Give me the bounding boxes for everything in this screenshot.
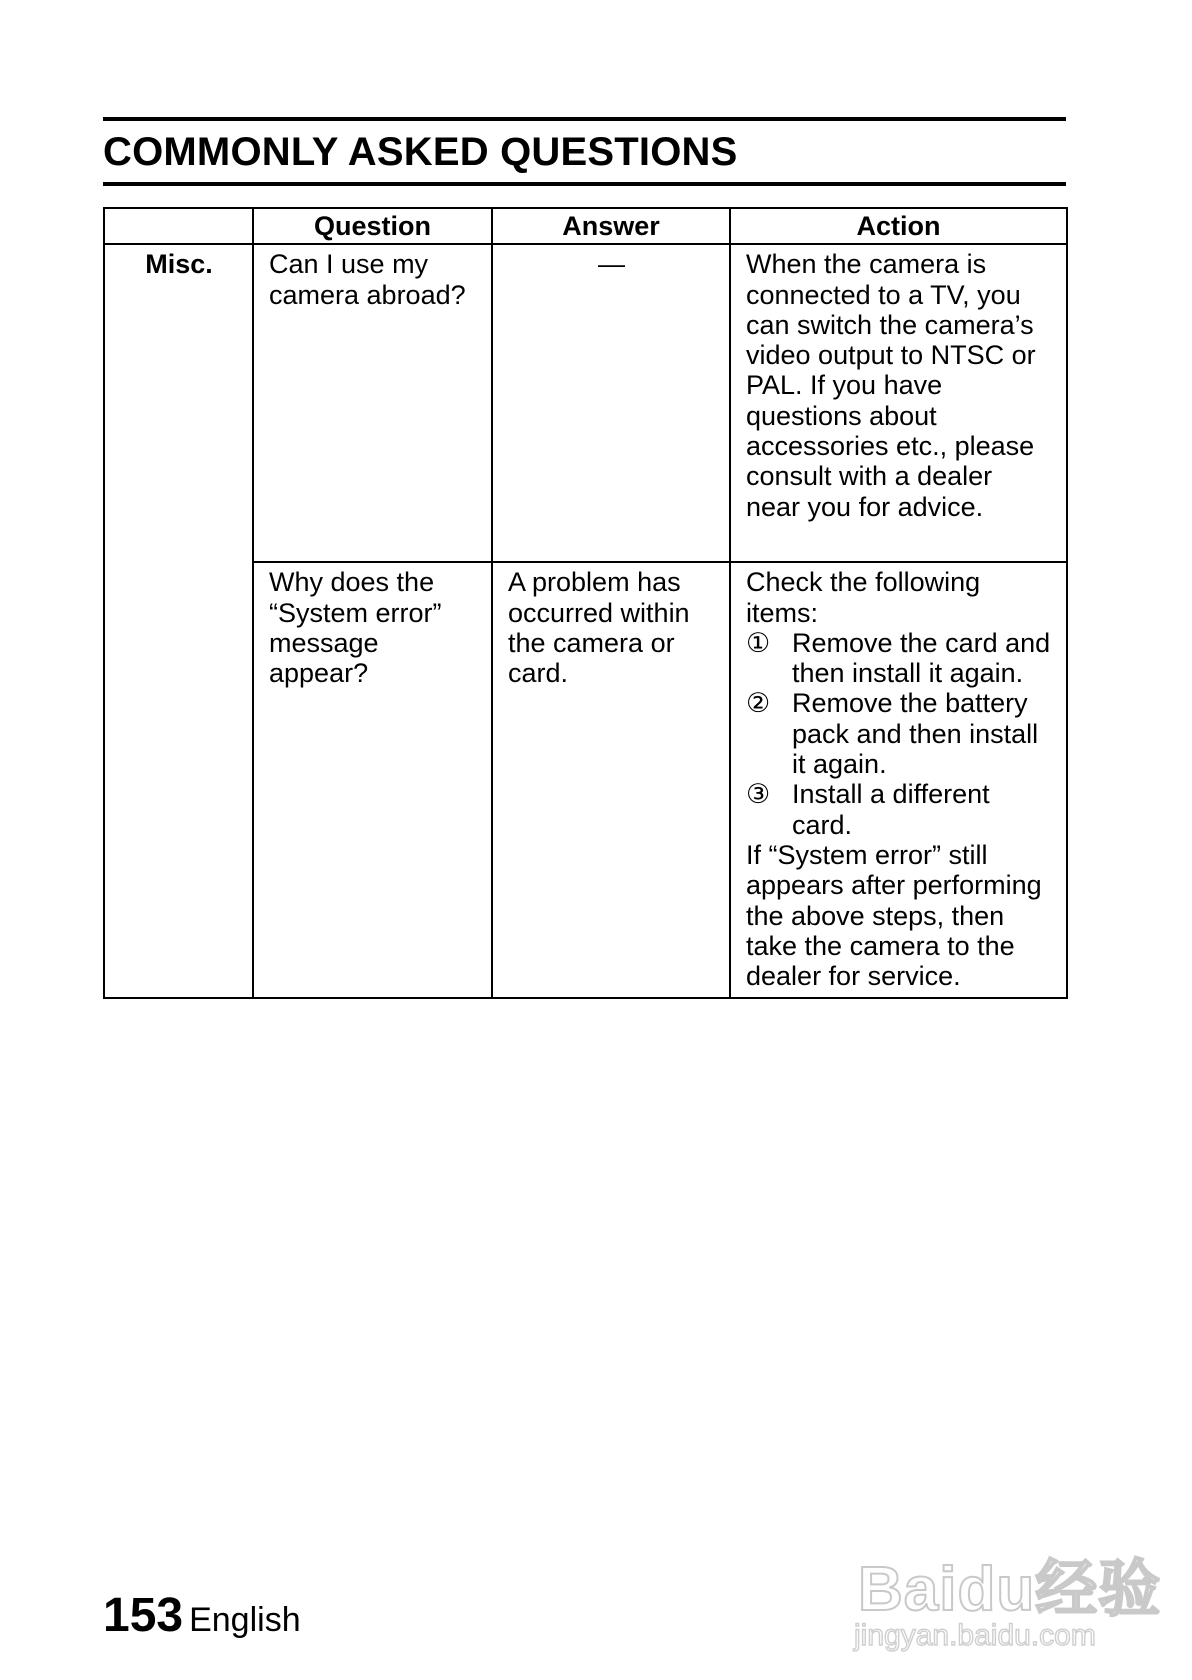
question-cell: Why does the “System error” message appear?	[253, 562, 492, 998]
title-rule-top	[103, 117, 1066, 121]
table-row	[104, 244, 1067, 562]
title-rule-bottom	[103, 182, 1066, 186]
question-cell: Can I use my camera abroad?	[253, 244, 492, 562]
step-text: Remove the card and then install it again.	[792, 627, 1051, 689]
step-text: Remove the battery pack and then install it again.	[792, 688, 1039, 780]
step-number: ①	[746, 627, 771, 658]
header-action: Action	[730, 208, 1067, 244]
watermark-brand: Baidu经验	[858, 1555, 1162, 1624]
step-number: ②	[746, 688, 771, 719]
header-category	[104, 208, 253, 244]
watermark-url: jingyan.baidu.com	[854, 1619, 1096, 1652]
table-header-row	[104, 208, 1067, 244]
category-cell: Misc.	[104, 244, 253, 998]
page-number: 153	[103, 1589, 184, 1642]
action-outro: If “System error” still appears after performing the above steps, then take the camera to the dealer for service.	[746, 839, 1042, 992]
action-step	[746, 779, 1052, 840]
page-footer	[103, 1588, 301, 1648]
page-title: COMMONLY ASKED QUESTIONS	[103, 130, 738, 174]
answer-cell: A problem has occurred within the camera or card.	[492, 562, 730, 998]
action-step	[746, 628, 1052, 689]
step-text: Install a different card.	[792, 779, 990, 840]
step-number: ③	[746, 779, 771, 810]
action-cell: When the camera is connected to a TV, you can switch the camera’s video output to NTSC or PAL. If you have questions about accessories etc., please consult with a dealer near you for advice.	[730, 244, 1067, 562]
faq-table	[103, 207, 1068, 999]
header-question: Question	[253, 208, 492, 244]
baidu-watermark	[850, 1515, 1162, 1655]
header-answer: Answer	[492, 208, 730, 244]
action-cell	[730, 562, 1067, 998]
action-intro: Check the following items:	[746, 567, 981, 628]
action-step	[746, 688, 1052, 779]
answer-cell: —	[492, 244, 730, 562]
page-language: English	[189, 1601, 301, 1639]
